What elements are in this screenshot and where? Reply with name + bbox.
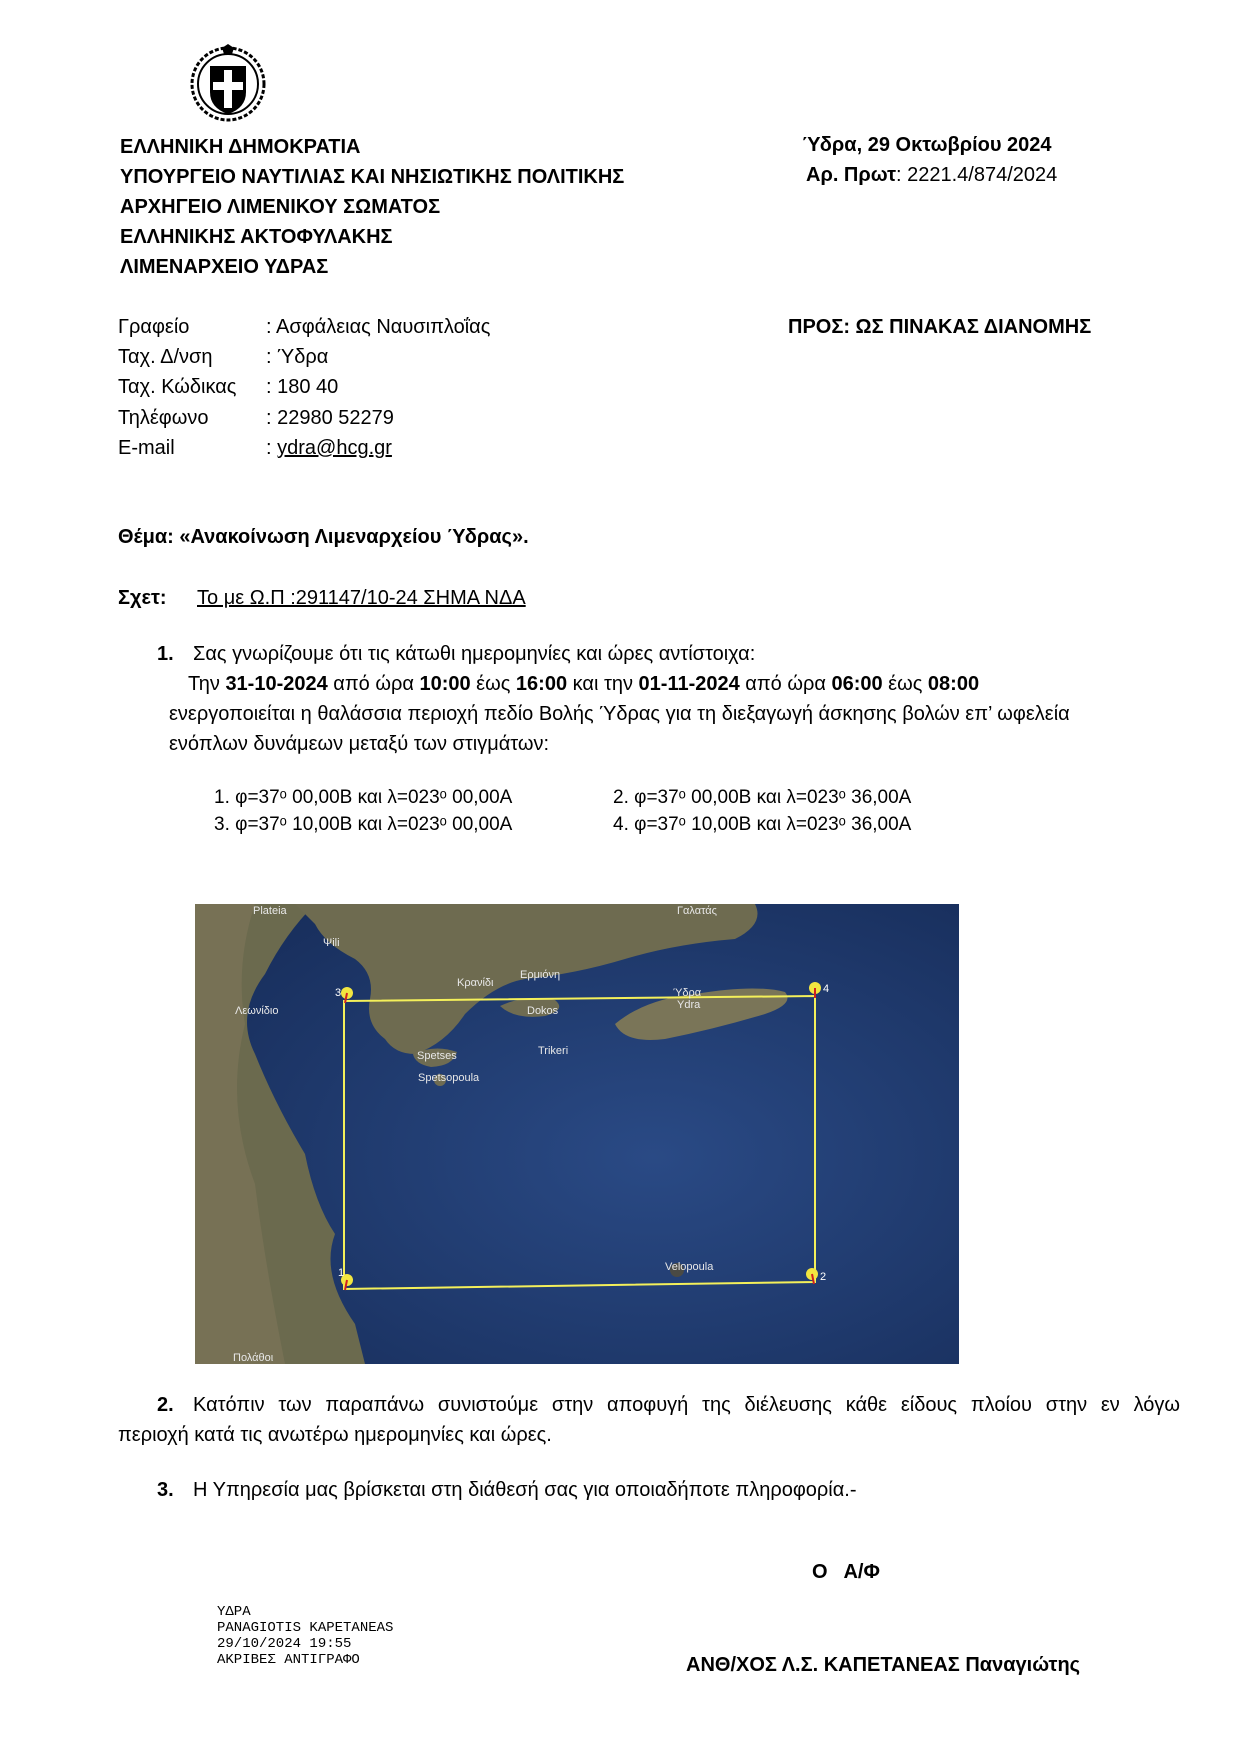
schedule-text-4: και την [567, 673, 639, 695]
schedule-text-3: έως [470, 673, 516, 695]
stamp-line-2: PANAGIOTIS ΚΑΡΕΤΑΝΕΑS [217, 1620, 394, 1636]
place-hydra: Ύδρα [673, 987, 702, 999]
place-plateia: Plateia [253, 905, 287, 917]
schedule-text-5: από ώρα [739, 673, 832, 695]
office-value: : Ασφάλειας Ναυσιπλοΐας [266, 316, 491, 338]
stamp-line-3: 29/10/2024 19:55 [217, 1636, 352, 1652]
signature-name: ΑΝΘ/ΧΟΣ Λ.Σ. ΚΑΠΕΤΑΝΕΑΣ Παναγιώτης [686, 1654, 1081, 1676]
item1-intro: Σας γνωρίζουμε ότι τις κάτωθι ημερομηνίες και ώρες αντίστοιχα: [193, 643, 756, 665]
org-line-4: ΕΛΛΗΝΙΚΗΣ ΑΚΤΟΦΥΛΑΚΗΣ [120, 226, 393, 248]
place-dokos: Dokos [527, 1005, 559, 1017]
item3-text: Η Υπηρεσία μας βρίσκεται στη διάθεσή σας για οποιαδήποτε πληροφορία.- [193, 1479, 857, 1501]
office-label: Γραφείο [118, 316, 190, 338]
place-spetsopoula: Spetsopoula [418, 1072, 480, 1084]
place-polathoi: Πολάθοι [233, 1352, 274, 1364]
marker-label-1: 1 [338, 1267, 345, 1279]
place-trikeri: Trikeri [538, 1045, 569, 1057]
item1-schedule [188, 673, 979, 696]
recipient: ΠΡΟΣ: ΩΣ ΠΙΝΑΚΑΣ ΔΙΑΝΟΜΗΣ [788, 316, 1092, 338]
item2-number: 2. [157, 1394, 174, 1416]
postcode-label: Ταχ. Κώδικας [118, 376, 237, 398]
email-value [266, 437, 392, 460]
schedule-hour-1: 10:00 [419, 673, 471, 695]
marker-label-4: 4 [823, 983, 830, 995]
email-label: E-mail [118, 437, 175, 459]
place-velopoula: Velopoula [665, 1261, 714, 1273]
greek-coat-of-arms-emblem [189, 42, 267, 124]
schedule-date-1: 31-10-2024 [225, 673, 328, 695]
email-prefix: : [266, 437, 278, 459]
place-psili: Ψili [323, 937, 340, 949]
reference-label: Σχετ: [118, 587, 167, 609]
point-2: 2. φ=37ᵒ 00,00Β και λ=023ᵒ 36,00Α [613, 787, 912, 808]
protocol-label: Αρ. Πρωτ [806, 164, 897, 186]
item1-line3: ενεργοποιείται η θαλάσσια περιοχή πεδίο Βολής Ύδρας για τη διεξαγωγή άσκησης βολών επ’ ωφελεία [169, 703, 1070, 725]
protocol-value: : 2221.4/874/2024 [896, 164, 1058, 186]
phone-value: : 22980 52279 [266, 407, 394, 429]
item2-line1: Κατόπιν των παραπάνω συνιστούμε στην αποφυγή της διέλευσης κάθε είδους πλοίου στην εν λόγω [193, 1394, 1180, 1416]
stamp-line-4: ΑΚΡΙΒΕΣ ΑΝΤΙΓΡΑΦΟ [217, 1652, 360, 1668]
point-4: 4. φ=37ᵒ 10,00Β και λ=023ᵒ 36,00Α [613, 814, 912, 835]
firing-range-map [195, 904, 959, 1364]
email-link[interactable]: ydra@hcg.gr [277, 437, 392, 459]
item1-number: 1. [157, 643, 174, 665]
postcode-value: : 180 40 [266, 376, 339, 398]
place-kranidi: Κρανίδι [457, 977, 494, 989]
schedule-date-2: 01-11-2024 [638, 673, 740, 695]
org-line-3: ΑΡΧΗΓΕΙΟ ΛΙΜΕΝΙΚΟΥ ΣΩΜΑΤΟΣ [120, 196, 441, 218]
address-label: Ταχ. Δ/νση [118, 346, 213, 368]
place-leonidio: Λεωνίδιο [235, 1005, 279, 1017]
item1-line4: ενόπλων δυνάμεων μεταξύ των στιγμάτων: [169, 733, 550, 755]
point-3: 3. φ=37ᵒ 10,00Β και λ=023ᵒ 00,00Α [214, 814, 513, 835]
marker-label-3: 3 [335, 987, 342, 999]
reference-text: Το με Ω.Π :291147/10-24 ΣΗΜΑ ΝΔΑ [197, 587, 526, 609]
schedule-hour-2: 16:00 [515, 673, 568, 695]
schedule-text-1: Την [188, 673, 226, 695]
stamp-line-1: ΥΔΡΑ [217, 1604, 251, 1620]
place-ermioni: Ερμιόνη [520, 969, 561, 981]
document-date: Ύδρα, 29 Οκτωβρίου 2024 [802, 134, 1052, 156]
schedule-hour-3: 06:00 [831, 673, 883, 695]
schedule-text-6: έως [882, 673, 928, 695]
address-value: : Ύδρα [266, 346, 329, 368]
signature-title: Ο Α/Φ [812, 1561, 880, 1583]
place-galatas: Γαλατάς [677, 905, 717, 917]
schedule-hour-4: 08:00 [927, 673, 980, 695]
marker-label-2: 2 [820, 1271, 827, 1283]
point-1: 1. φ=37ᵒ 00,00Β και λ=023ᵒ 00,00Α [214, 787, 513, 808]
place-ydra: Ydra [677, 999, 701, 1011]
schedule-text-2: από ώρα [327, 673, 420, 695]
item3-number: 3. [157, 1479, 174, 1501]
item2-line2: περιοχή κατά τις ανωτέρω ημερομηνίες και ώρες. [118, 1424, 552, 1446]
subject: Θέμα: «Ανακοίνωση Λιμεναρχείου Ύδρας». [118, 526, 529, 548]
org-line-5: ΛΙΜΕΝΑΡΧΕΙΟ ΥΔΡΑΣ [120, 256, 329, 278]
org-line-2: ΥΠΟΥΡΓΕΙΟ ΝΑΥΤΙΛΙΑΣ ΚΑΙ ΝΗΣΙΩΤΙΚΗΣ ΠΟΛΙΤΙΚΗΣ [120, 166, 625, 188]
phone-label: Τηλέφωνο [118, 407, 209, 429]
protocol-number [806, 164, 1057, 187]
place-spetses: Spetses [417, 1050, 457, 1062]
org-line-1: ΕΛΛΗΝΙΚΗ ΔΗΜΟΚΡΑΤΙΑ [120, 136, 361, 158]
